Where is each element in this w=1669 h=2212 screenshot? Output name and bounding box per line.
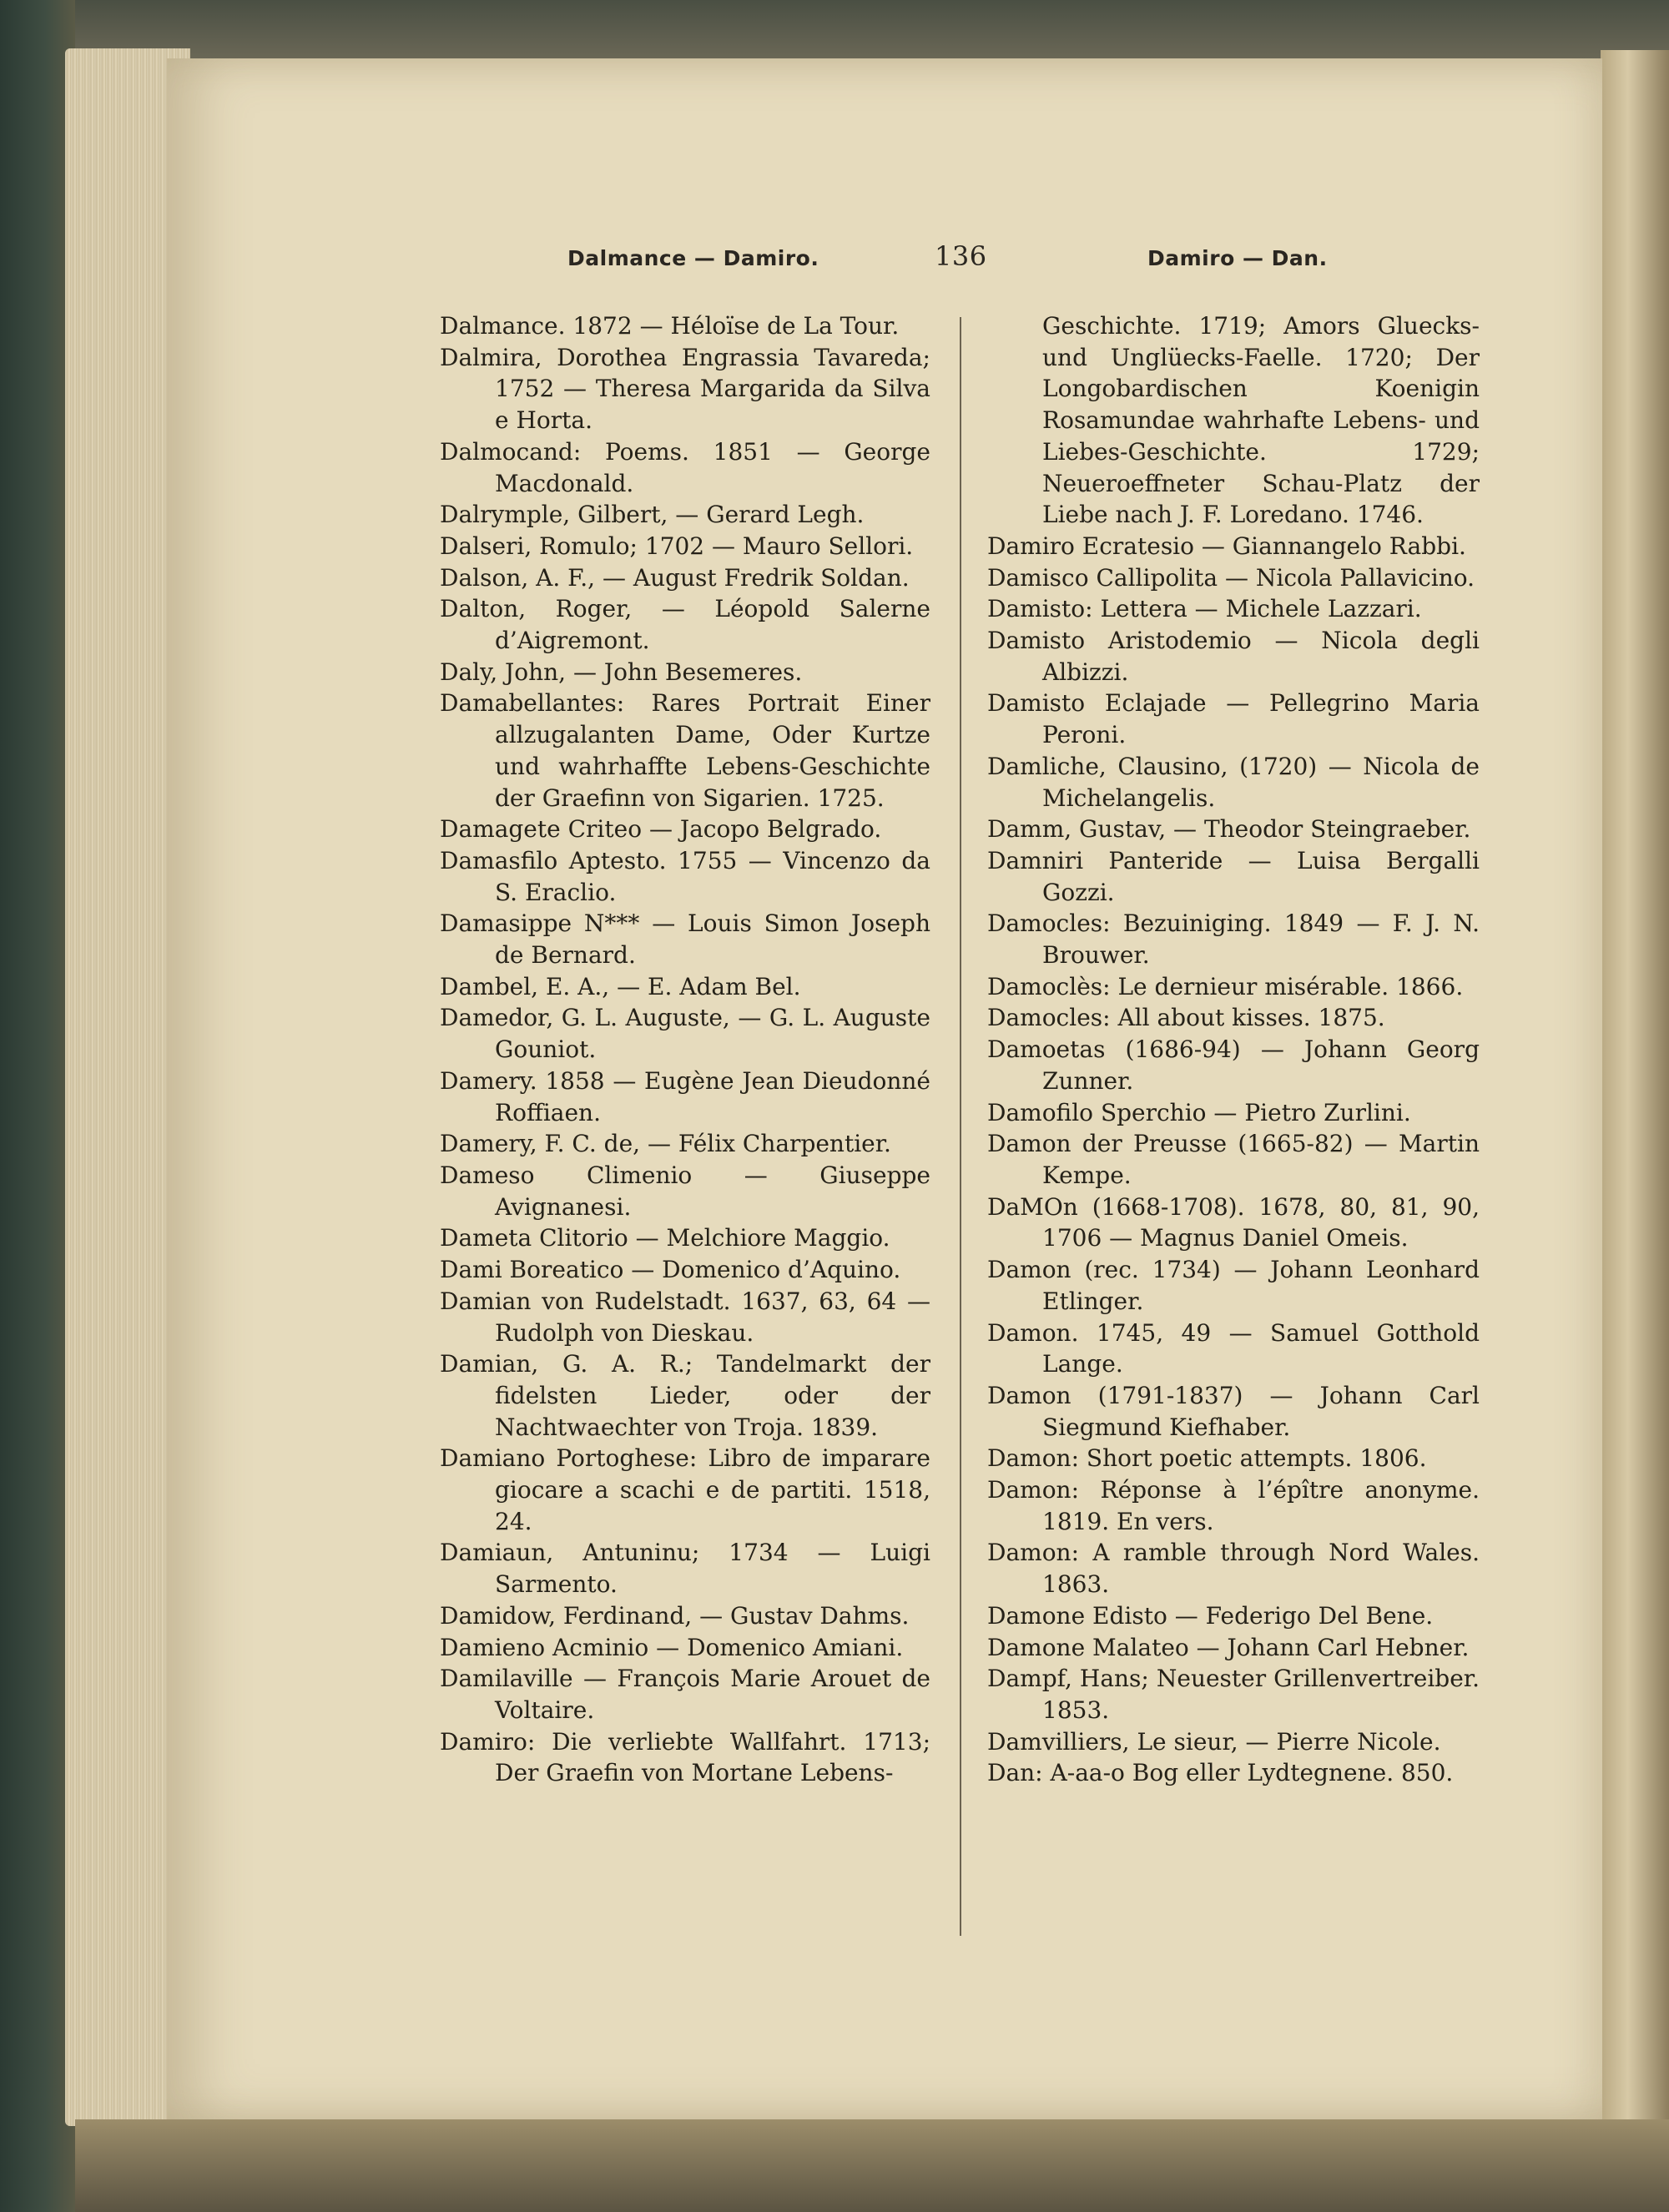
entry: Damiro: Die verliebte Wallfahrt. 1713; Der Graefin von Mortane Lebens- [440,1727,930,1787]
entry: Damagete Criteo — Jacopo Belgrado. [440,815,882,844]
book-cover-spine [0,0,75,2212]
entry: Damocles: Bezuiniging. 1849 — F. J. N. Brouwer. [987,909,1480,970]
entry: Damon (rec. 1734) — Johann Leonhard Etlinger. [987,1256,1480,1315]
entry: Dameta Clitorio — Melchiore Maggio. [440,1224,890,1252]
entry: Dan: A-aa-o Bog eller Lydtegnene. 850. [987,1759,1454,1787]
entry: Dalton, Roger, — Léopold Salerne d’Aigremont. [440,595,930,655]
entry: Damvilliers, Le sieur, — Pierre Nicole. [987,1727,1441,1756]
page-number: 136 [935,240,987,272]
entry: Damilaville — François Marie Arouet de Voltaire. [440,1665,930,1724]
entry: Damofilo Sperchio — Pietro Zurlini. [987,1098,1411,1126]
entry: DaMOn (1668-1708). 1678, 80, 81, 90, 1706 — Magnus Daniel Omeis. [987,1192,1480,1252]
entry-continuation: Geschichte. 1719; Amors Gluecks- und Unglüecks-Faelle. 1720; Der Longobardischen Koenigin Rosamundae wahrhafte Lebens- und Liebes-Geschichte. 1729; Neueroeffneter Schau-Platz der Liebe nach J. F. Loredano. 1746. [1042,312,1480,529]
entry: Damabellantes: Rares Portrait Einer allzugalanten Dame, Oder Kurtze und wahrhaffte Lebens-Geschichte der Graefinn von Sigarien. 1725. [440,689,930,812]
left-column [440,310,930,1789]
entry: Damasfilo Aptesto. 1755 — Vincenzo da S. Eraclio. [440,846,930,906]
entry: Dalmira, Dorothea Engrassia Tavareda; 1752 — Theresa Margarida da Silva e Horta. [440,343,930,435]
entry: Damisto Eclajade — Pellegrino Maria Peroni. [987,689,1480,749]
entry: Dambel, E. A., — E. Adam Bel. [440,972,801,1000]
entry: Damiano Portoghese: Libro de imparare giocare a scachi e de partiti. 1518, 24. [440,1444,930,1535]
entry: Damon der Preusse (1665-82) — Martin Kempe. [987,1130,1480,1189]
entry: Dameso Climenio — Giuseppe Avignanesi. [440,1161,930,1221]
running-head-left: Dalmance — Damiro. [567,246,819,270]
right-column [987,310,1480,1789]
entry: Damery. 1858 — Eugène Jean Dieudonné Roffiaen. [440,1066,930,1126]
entry: Damon: Short poetic attempts. 1806. [987,1444,1427,1473]
entry: Damian, G. A. R.; Tandelmarkt der fidelsten Lieder, oder der Nachtwaechter von Troja. 1839. [440,1350,930,1441]
entry: Damoetas (1686-94) — Johann Georg Zunner. [987,1035,1480,1095]
entry: Damone Malateo — Johann Carl Hebner. [987,1633,1470,1661]
entry: Damon: Réponse à l’épître anonyme. 1819. En vers. [987,1476,1480,1535]
entry: Dalseri, Romulo; 1702 — Mauro Sellori. [440,532,914,560]
entry: Dalmocand: Poems. 1851 — George Macdonald. [440,437,930,497]
entry: Damisto: Lettera — Michele Lazzari. [987,595,1422,623]
entry: Damon. 1745, 49 — Samuel Gotthold Lange. [987,1318,1480,1378]
column-divider [960,317,961,1936]
entry: Damliche, Clausino, (1720) — Nicola de Michelangelis. [987,752,1480,812]
entry: Daly, John, — John Besemeres. [440,658,803,686]
entry: Damoclès: Le dernieur misérable. 1866. [987,972,1464,1000]
entry: Damone Edisto — Federigo Del Bene. [987,1601,1434,1630]
entry: Damocles: All about kisses. 1875. [987,1004,1385,1032]
entry: Damery, F. C. de, — Félix Charpentier. [440,1130,891,1158]
entry: Damieno Acminio — Domenico Amiani. [440,1633,904,1661]
entry: Damon (1791-1837) — Johann Carl Siegmund Kiefhaber. [987,1381,1480,1441]
entry: Dalrymple, Gilbert, — Gerard Legh. [440,501,865,529]
entry: Damasippe N*** — Louis Simon Joseph de Bernard. [440,909,930,970]
entry: Dalson, A. F., — August Fredrik Soldan. [440,563,910,592]
book-cover-top [0,0,1669,58]
entry: Damniri Panteride — Luisa Bergalli Gozzi. [987,846,1480,906]
entry: Damon: A ramble through Nord Wales. 1863. [987,1539,1480,1599]
entry: Damidow, Ferdinand, — Gustav Dahms. [440,1601,910,1630]
entry: Damm, Gustav, — Theodor Steingraeber. [987,815,1471,844]
right-page-edge [1601,50,1669,2212]
entry: Damian von Rudelstadt. 1637, 63, 64 — Rudolph von Dieskau. [440,1287,930,1347]
book-bottom-edge [75,2119,1669,2212]
entry: Damedor, G. L. Auguste, — G. L. Auguste Gouniot. [440,1004,930,1064]
entry: Damiro Ecratesio — Giannangelo Rabbi. [987,532,1466,560]
entry: Damiaun, Antuninu; 1734 — Luigi Sarmento. [440,1539,930,1599]
running-head-right: Damiro — Dan. [1147,246,1328,270]
entry: Dampf, Hans; Neuester Grillenvertreiber. 1853. [987,1665,1480,1724]
entry: Damisto Aristodemio — Nicola degli Albizzi. [987,627,1480,686]
entry: Dalmance. 1872 — Héloïse de La Tour. [440,312,900,340]
entry: Dami Boreatico — Domenico d’Aquino. [440,1256,901,1284]
entry: Damisco Callipolita — Nicola Pallavicino. [987,563,1475,592]
